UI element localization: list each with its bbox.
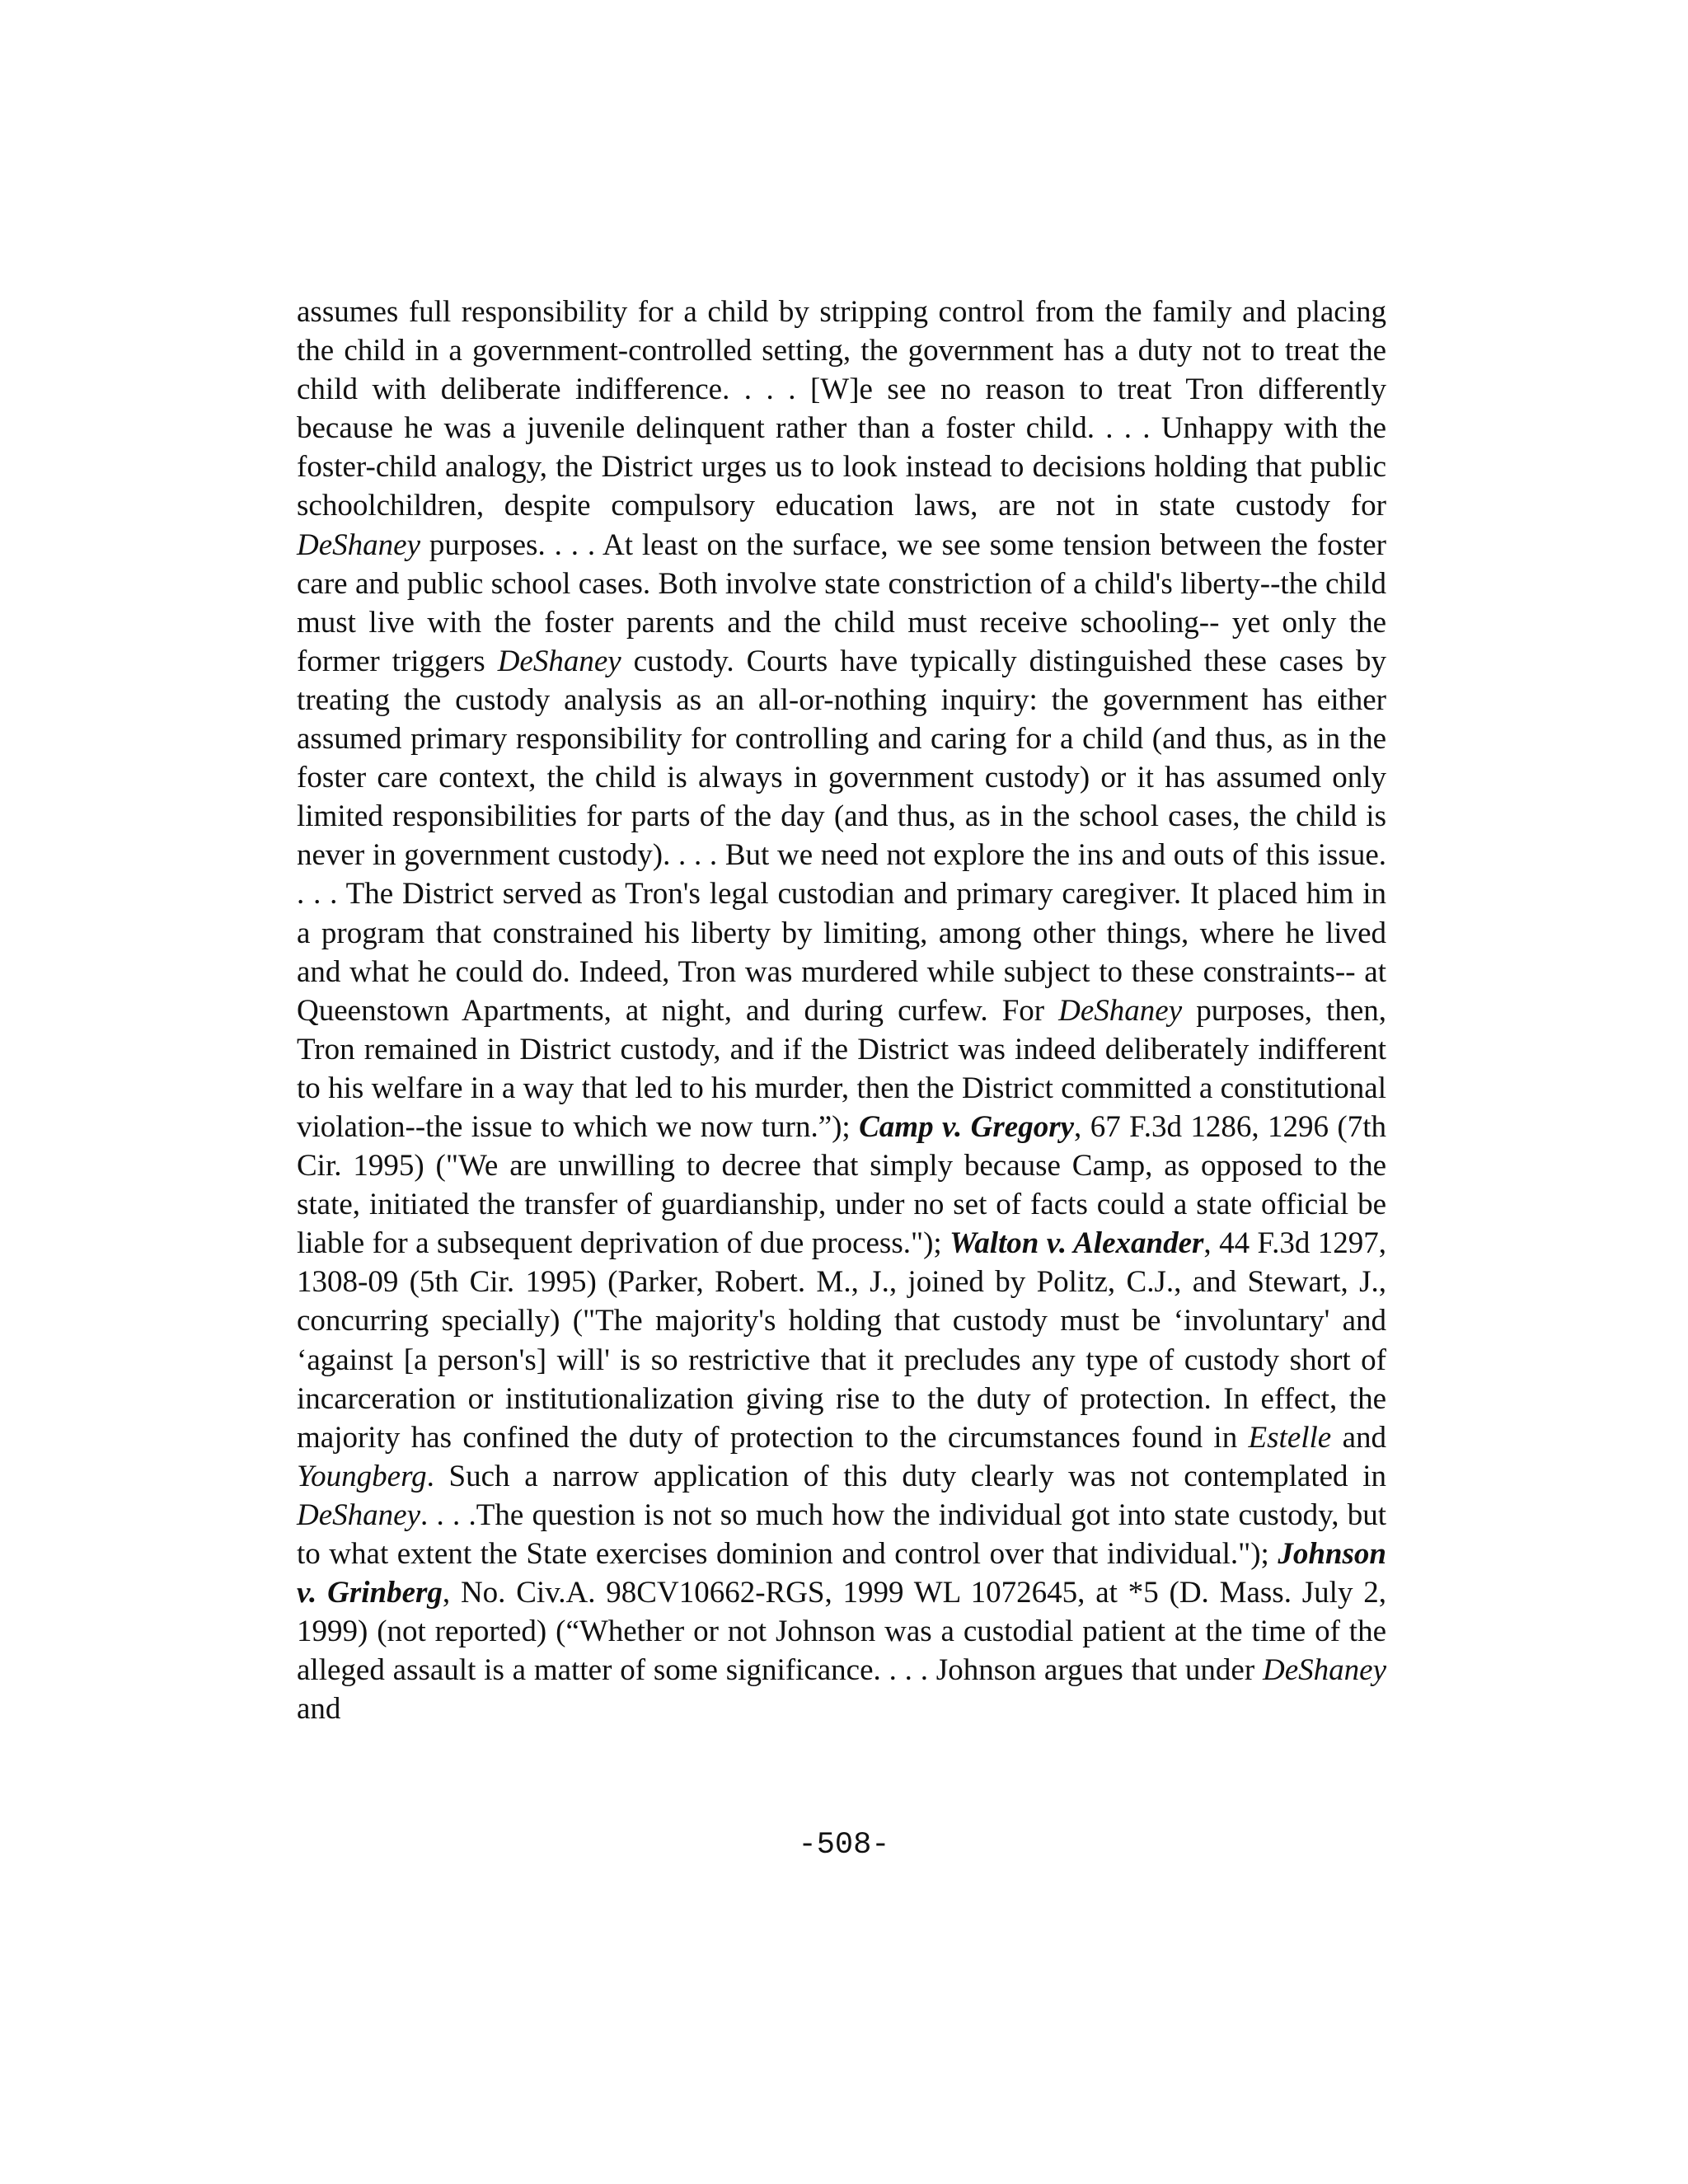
text-run: purposes. . . . At least on the surface, we see some tension between the foster care and public school cases. Both involve state constriction of a child's liberty--the child must live with the foster parents and the child must receive schooling-- yet only the former triggers [297,527,1386,678]
text-run: . . . .The question is not so much how the individual got into state custody, but to what extent the State exercises dominion and control over that individual."); [297,1497,1386,1571]
text-run: , 67 F.3d 1286, 1296 (7th Cir. 1995) ("We are unwilling to decree that simply because Camp, as opposed to the state, initiated the transfer of guardianship, under no set of facts could a state official be liable for a subsequent deprivation of due process."); [297,1109,1387,1261]
text-run: and [1331,1420,1386,1455]
case-name-italic: DeShaney [1263,1653,1386,1688]
text-run: assumes full responsibility for a child by stripping control from the family and placing the child in a government-controlled setting, the government has a duty not to treat the child with deliberate indifference. . . . [W]e see no reason to treat Tron differently because he was a juvenile delinquent rather than a foster child. . . . Unhappy with the foster-child analogy, the District urges us to look instead to decisions holding that public schoolchildren, despite compulsory education laws, are not in state custody for [297,295,1386,523]
case-citation-bold: Walton v. Alexander [950,1226,1204,1261]
text-run: . Such a narrow application of this duty clearly was not contemplated in [426,1459,1386,1493]
page-number: -508- [798,1828,890,1863]
text-run: purposes, then, Tron remained in District custody, and if the District was indeed deliberately indifferent to his welfare in a way that led to his murder, then the District committed a constitutional violation--the issue to which we now turn.”); [297,993,1386,1144]
case-name-italic: DeShaney [1058,993,1183,1028]
case-citation-bold: Camp v. Gregory [859,1109,1075,1144]
case-name-italic: Youngberg [297,1459,427,1493]
text-run: , No. Civ.A. 98CV10662-RGS, 1999 WL 1072645, at *5 (D. Mass. July 2, 1999) (not reported) (“Whether or not Johnson was a custodial patient at the time of the alleged assault is a matter of some significance. . . . Johnson argues that under [297,1576,1386,1688]
text-run: and [297,1692,341,1727]
case-name-italic: DeShaney [497,644,621,678]
text-run: , 44 F.3d 1297, 1308-09 (5th Cir. 1995) (Parker, Robert. M., J., joined by Politz, C.J., and Stewart, J., concurring specially) ("The majority's holding that custody must be ‘involuntary' and ‘against [a person's] will' is so restrictive that it precludes any type of custody short of incarceration or institutionalization giving rise to the duty of protection. In effect, the majority has confined the duty of protection to the circumstances found in [297,1226,1386,1455]
text-run: custody. Courts have typically distinguished these cases by treating the custody analysis as an all-or-nothing inquiry: the government has either assumed primary responsibility for controlling and caring for a child (and thus, as in the foster care context, the child is always in government custody) or it has assumed only limited responsibilities for parts of the day (and thus, as in the school cases, the child is never in government custody). . . . But we need not explore the ins and outs of this issue. . . . The District served as Tron's legal custodian and primary caregiver. It placed him in a program that constrained his liberty by limiting, among other things, where he lived and what he could do. Indeed, Tron was murdered while subject to these constraints-- at Queenstown Apartments, at night, and during curfew. For [297,644,1386,1028]
case-citation-bold: Johnson v. Grinberg [297,1537,1386,1610]
case-name-italic: DeShaney [297,527,420,562]
body-paragraph [297,293,1386,1728]
case-name-italic: Estelle [1248,1420,1332,1455]
case-name-italic: DeShaney [297,1497,420,1532]
